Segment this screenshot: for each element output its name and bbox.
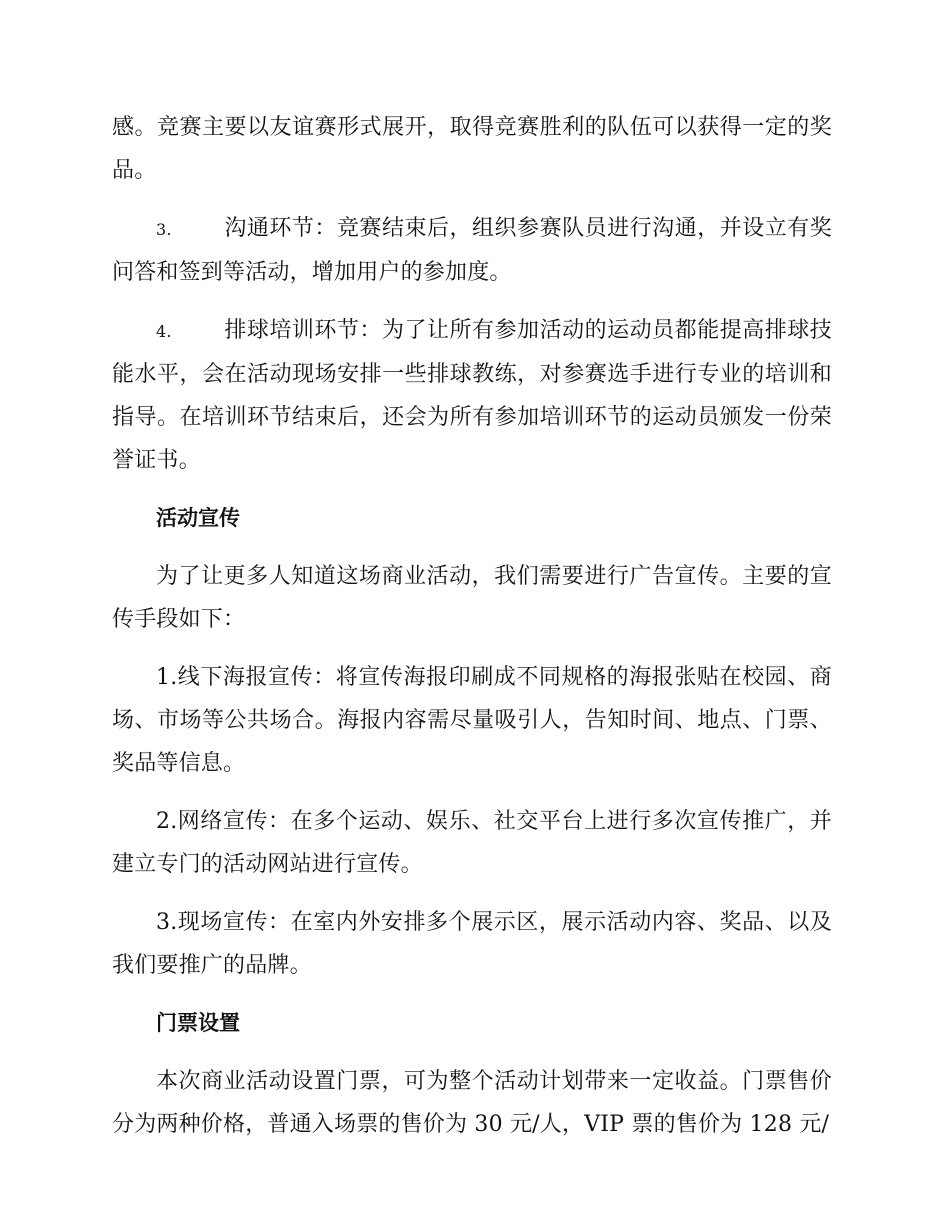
paragraph-tickets: 本次商业活动设置门票，可为整个活动计划带来一定收益。门票售价分为两种价格，普通入场票的售价为 30 元/人，VIP 票的售价为 128 元/ [112, 1069, 832, 1137]
list-item-communication [112, 207, 832, 294]
paragraph-promotion-online: 2.网络宣传：在多个运动、娱乐、社交平台上进行多次宣传推广，并建立专门的活动网站进行宣传。 [112, 809, 832, 877]
list-number: 4. [156, 322, 172, 341]
list-item-training [112, 309, 832, 482]
paragraph-promotion-offline: 1.线下海报宣传：将宣传海报印刷成不同规格的海报张贴在校园、商场、市场等公共场合。海报内容需尽量吸引人，告知时间、地点、门票、奖品等信息。 [112, 665, 832, 776]
paragraph-promotion-intro: 为了让更多人知道这场商业活动，我们需要进行广告宣传。主要的宣传手段如下： [112, 564, 832, 632]
list-item-text: 排球培训环节：为了让所有参加活动的运动员都能提高排球技能水平，会在活动现场安排一些排球教练，对参赛选手进行专业的培训和指导。在培训环节结束后，还会为所有参加培训环节的运动员颁发一份荣誉证书。 [112, 318, 832, 473]
paragraph-promotion-onsite: 3.现场宣传：在室内外安排多个展示区，展示活动内容、奖品、以及我们要推广的品牌。 [112, 910, 832, 978]
list-item-text: 沟通环节：竞赛结束后，组织参赛队员进行沟通，并设立有奖问答和签到等活动，增加用户的参加度。 [112, 216, 832, 285]
list-number: 3. [156, 220, 172, 239]
section-heading-tickets: 门票设置 [156, 1011, 240, 1035]
section-heading-promotion: 活动宣传 [156, 506, 240, 530]
document-body [112, 106, 832, 1161]
paragraph-competition-end: 感。竞赛主要以友谊赛形式展开，取得竞赛胜利的队伍可以获得一定的奖品。 [112, 115, 832, 183]
